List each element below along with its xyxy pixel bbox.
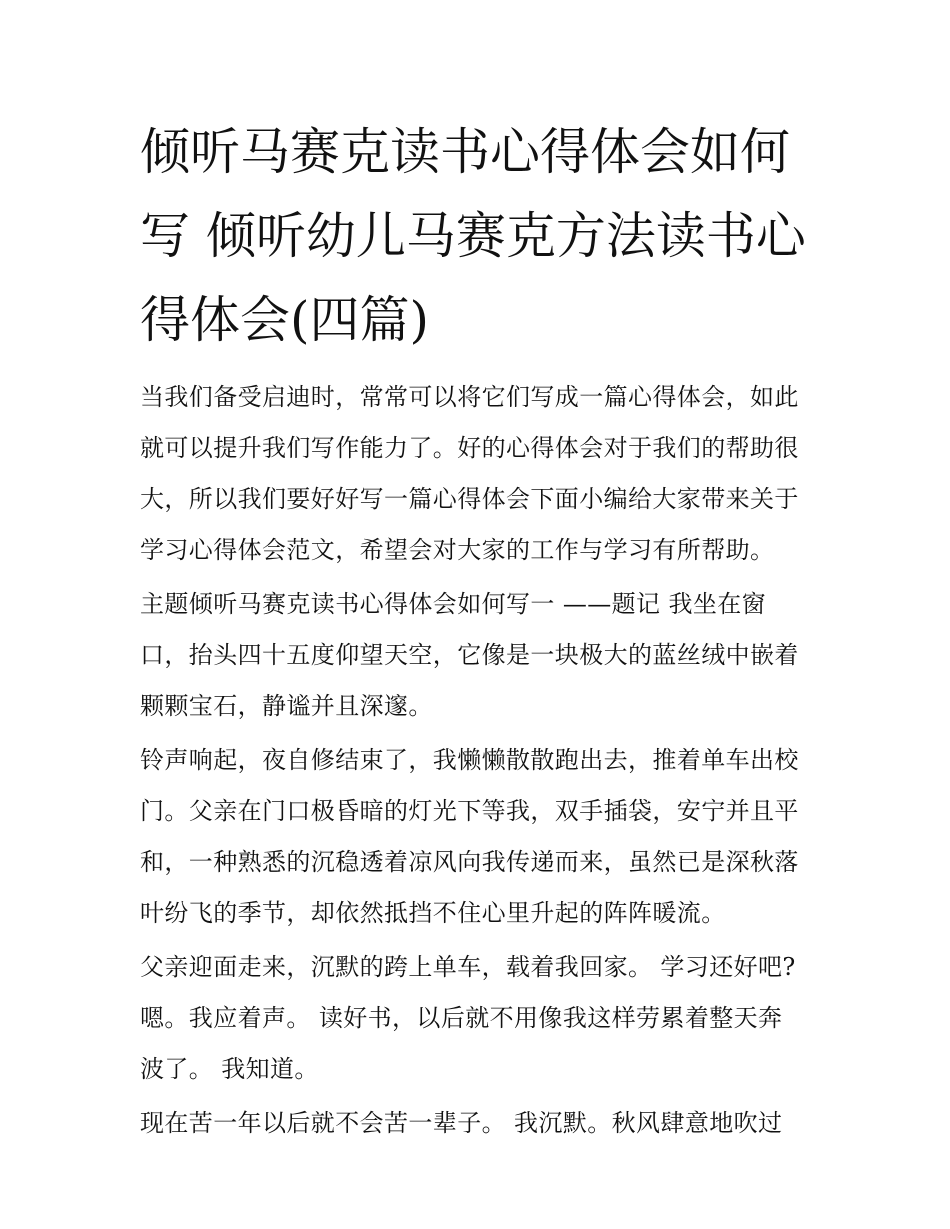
text-line: 颗颗宝石，静谧并且深邃。 xyxy=(140,692,433,720)
document-body xyxy=(140,110,820,1152)
document-title xyxy=(140,110,820,362)
text-line: 叶纷飞的季节，却依然抵挡不住心里升起的阵阵暖流。 xyxy=(140,899,726,927)
title-line: 倾听马赛克读书心得体会如何 xyxy=(140,123,790,181)
text-line: 父亲迎面走来，沉默的跨上单车，载着我回家。 学习还好吧? xyxy=(140,953,796,981)
text-line: 主题倾听马赛克读书心得体会如何写一 ——题记 我坐在窗 xyxy=(140,590,767,618)
text-line: 大，所以我们要好好写一篇心得体会下面小编给大家带来关于 xyxy=(140,485,799,513)
body-paragraph xyxy=(140,1098,820,1149)
text-line: 口，抬头四十五度仰望天空，它像是一块极大的蓝丝绒中嵌着 xyxy=(140,641,799,669)
body-paragraph xyxy=(140,942,820,1095)
text-line: 就可以提升我们写作能力了。好的心得体会对于我们的帮助很 xyxy=(140,434,799,462)
title-line: 得体会(四篇) xyxy=(140,291,430,349)
text-line: 和，一种熟悉的沉稳透着凉风向我传递而来，虽然已是深秋落 xyxy=(140,848,799,876)
text-line: 学习心得体会范文，希望会对大家的工作与学习有所帮助。 xyxy=(140,536,775,564)
text-line: 波了。 我知道。 xyxy=(140,1055,319,1083)
body-paragraph xyxy=(140,579,820,732)
text-line: 嗯。我应着声。 读好书，以后就不用像我这样劳累着整天奔 xyxy=(140,1004,783,1032)
body-paragraph xyxy=(140,735,820,939)
text-line: 现在苦一年以后就不会苦一辈子。 我沉默。秋风肆意地吹过 xyxy=(140,1109,783,1137)
text-line: 铃声响起，夜自修结束了，我懒懒散散跑出去，推着单车出校 xyxy=(140,746,799,774)
text-line: 当我们备受启迪时，常常可以将它们写成一篇心得体会，如此 xyxy=(140,383,799,411)
intro-paragraph xyxy=(140,372,820,576)
title-line: 写 倾听幼儿马赛克方法读书心 xyxy=(140,207,806,265)
text-line: 门。父亲在门口极昏暗的灯光下等我，双手插袋，安宁并且平 xyxy=(140,797,799,825)
